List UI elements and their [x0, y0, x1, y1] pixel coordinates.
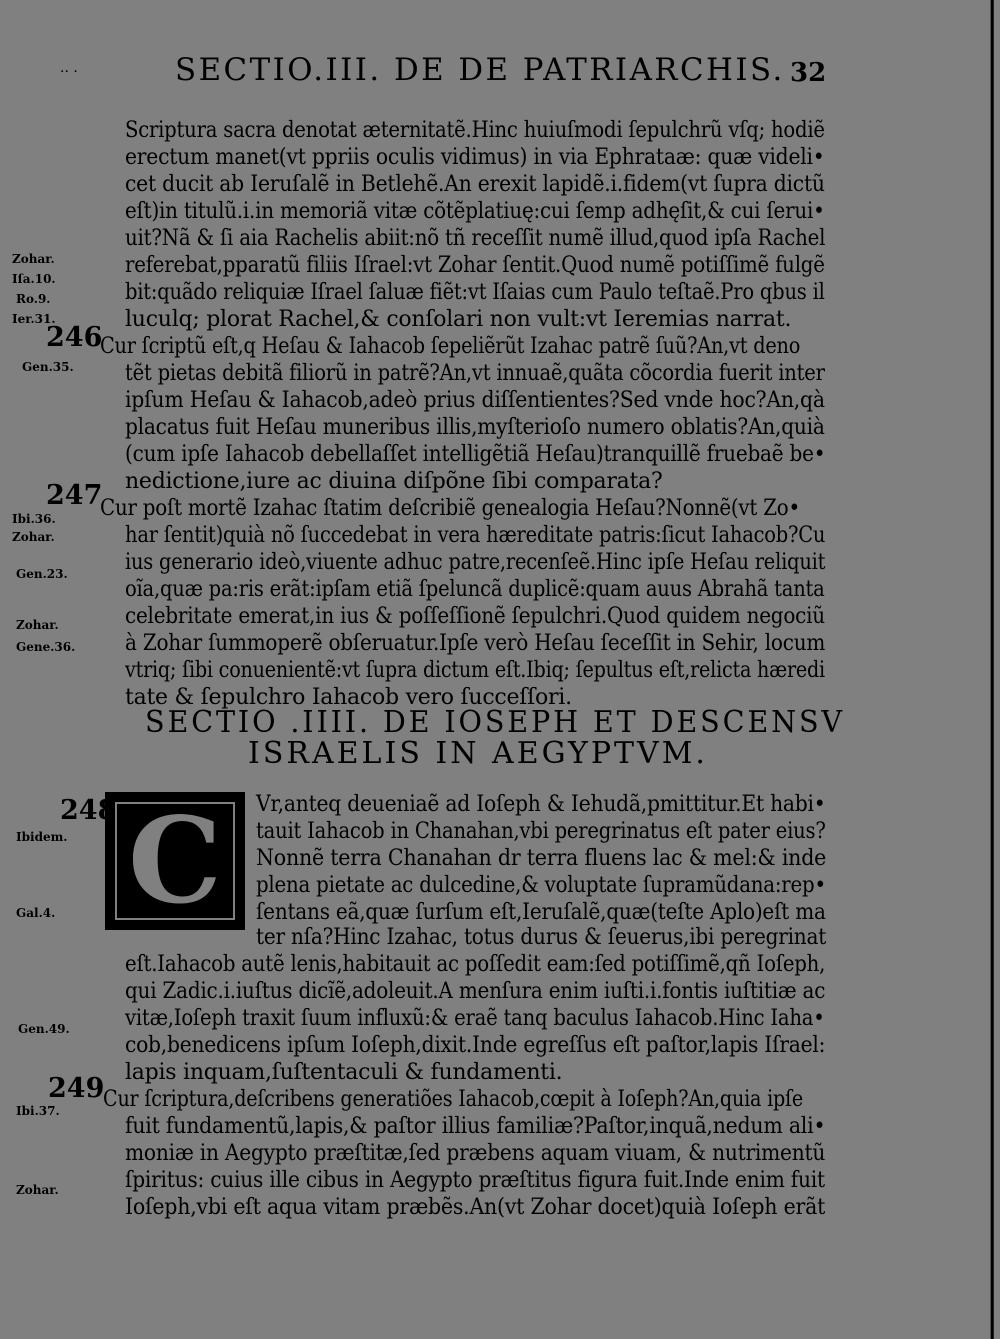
- text-line: vtriq; ſibi conuenientẽ:vt ſupra dictum eſt.Ibiq; ſepultus eſt,relicta hæredi: [125, 658, 825, 683]
- margin-note: Gen.23.: [16, 567, 68, 581]
- text-line: tauit Iahacob in Chanahan,vbi peregrinatus eſt pater eius?: [256, 819, 826, 844]
- initial-frame: [115, 791, 235, 930]
- margin-note: Zohar.: [12, 252, 55, 266]
- paragraph-number: 247: [46, 480, 103, 511]
- text-line: Vr,anteq deueniaẽ ad Ioſeph & Iehudã,pmittitur.Et habi•: [256, 792, 826, 817]
- text-line: Cur ſcriptũ eſt,q Heſau & Iahacob ſepeliẽrũt Izahac patrẽ ſuũ?An,vt deno: [100, 334, 801, 359]
- text-line: qui Zadic.i.iuſtus dicĩẽ,adoleuit.A menſura enim iuſti.i.fontis iuſtitiæ ac: [125, 979, 826, 1004]
- text-line: ipſum Heſau & Iahacob,adeò prius diſſentientes?Sed vnde hoc?An,qà: [125, 388, 825, 413]
- text-line: Ioſeph,vbi eſt aqua vitam præbẽs.An(vt Zohar docet)quià Ioſeph erãt: [125, 1195, 826, 1220]
- section-heading-line-1: SECTIO .IIII. DE IOSEPH ET DESCENSV: [144, 705, 845, 740]
- page-edge: [976, 0, 1000, 1339]
- margin-note: Zohar.: [16, 618, 59, 632]
- text-line: à Zohar ſummoperẽ obſeruatur.Ipſe verò Heſau ſeceſſit in Sehir, locum: [125, 631, 826, 656]
- margin-note: Gen.35.: [22, 360, 74, 374]
- text-line: placatus fuit Heſau muneribus illis,myſterioſo numero oblatis?An,quià: [125, 415, 825, 440]
- text-line: Scriptura sacra denotat æternitatẽ.Hinc huiuſmodi ſepulchrũ vſq; hodiẽ: [125, 118, 825, 143]
- text-line: uit?Nã & ſi aia Rachelis abiit:nõ tñ receſſit numẽ illud,quod ipſa Rachel: [125, 226, 826, 251]
- page-title: SECTIO.III. DE DE PATRIARCHIS.: [175, 52, 785, 88]
- text-line: ter nſa?Hinc Izahac, totus durus & ſeuerus,ibi peregrinat: [256, 925, 827, 950]
- page-number: 32: [790, 58, 827, 88]
- margin-note: Gene.36.: [16, 640, 76, 654]
- margin-note: Ro.9.: [16, 292, 51, 306]
- margin-note: Zohar.: [12, 530, 55, 544]
- text-line: Cur ſcriptura,deſcribens generatiões Iahacob,cœpit à Ioſeph?An,quia ipſe: [103, 1087, 804, 1112]
- header-ornament: ·· ·: [60, 64, 78, 80]
- text-line: tate & ſepulchro Iahacob vero ſucceſſori.: [125, 685, 572, 710]
- text-line: luculq; plorat Rachel,& conſolari non vult:vt Ieremias narrat.: [125, 307, 792, 332]
- section-heading: [128, 705, 845, 771]
- margin-note: Ibidem.: [16, 830, 68, 844]
- margin-note: Gal.4.: [16, 906, 56, 920]
- text-line: referebat,pparatũ filiis Iſrael:vt Zohar ſentit.Quod numẽ potiſſimẽ fulgẽ: [125, 253, 825, 278]
- text-line: erectum manet(vt ppriis oculis vidimus) in via Ephrataæ: quæ videli•: [125, 145, 825, 170]
- text-line: ſpiritus: cuius ille cibus in Aegypto præſtitus figura fuit.Inde enim fuit: [125, 1168, 825, 1193]
- text-line: nedictione,iure ac diuina diſpõne ſibi comparata?: [125, 469, 663, 494]
- text-line: plena pietate ac dulcedine,& voluptate ſupramũdana:rep•: [256, 873, 826, 898]
- text-line: celebritate emerat,in ius & poſſeſſionẽ ſepulchri.Quod quidem negociũ: [125, 604, 825, 629]
- text-line: har ſentit)quià nõ ſuccedebat in vera hæreditate patris:ſicut Iahacob?Cu: [125, 523, 826, 548]
- text-line: Cur poſt mortẽ Izahac ſtatim deſcribiẽ genealogia Heſau?Nonnẽ(vt Zo•: [100, 496, 800, 521]
- margin-note: Gen.49.: [18, 1022, 70, 1036]
- text-line: oĩa,quæ pa:ris erãt:ipſam etiã ſpeluncã duplicẽ:quam auus Abrahã tanta: [125, 577, 825, 602]
- margin-note: Iſa.10.: [12, 272, 56, 286]
- text-line: (cum ipſe Iahacob debellaſſet intelligẽtiã Heſau)tranquillẽ fruebaẽ be•: [125, 442, 826, 467]
- text-line: cob,benedicens ipſum Ioſeph,dixit.Inde egreſſus eſt paſtor,lapis Iſrael:: [125, 1033, 826, 1058]
- running-header: [60, 52, 840, 92]
- initial-letter: C: [128, 791, 222, 930]
- paragraph-number: 249: [48, 1073, 105, 1104]
- paragraph-number: 246: [46, 322, 103, 353]
- text-line: cet ducit ab Ieruſalẽ in Betlehẽ.An erexit lapidẽ.i.fidem(vt ſupra dictũ: [125, 172, 825, 197]
- text-line: fuit fundamentũ,lapis,& paſtor illius familiæ?Paſtor,inquã,nedum ali•: [125, 1114, 826, 1139]
- text-line: bit:quãdo reliquiæ Iſrael ſaluæ fiẽt:vt Iſaias cum Paulo teſtaẽ.Pro qbus il: [125, 280, 825, 305]
- text-line: moniæ in Aegypto præſtitæ,ſed præbens aquam viuam, & nutrimentũ: [125, 1141, 826, 1166]
- text-line: vitæ,Ioſeph traxit ſuum influxũ:& eraẽ tanq baculus Iahacob.Hinc Iaha•: [125, 1006, 825, 1031]
- text-line: eſt.Iahacob autẽ lenis,habitauit ac poſſedit eam:ſed potiſſimẽ,qñ Ioſeph,: [125, 952, 826, 977]
- margin-note: Ibi.37.: [16, 1104, 60, 1118]
- margin-note: Ier.31.: [12, 312, 56, 326]
- section-heading-line-2: ISRAELIS IN AEGYPTVM.: [248, 736, 708, 771]
- margin-note: Ibi.36.: [12, 512, 56, 526]
- paragraph-number: 248: [60, 795, 117, 826]
- text-line: eſt)in titulũ.i.in memoriã vitæ cõtẽplatiuę:cui ſemp adhęſit,& cui ſerui•: [125, 199, 825, 224]
- text-line: ius generario ideò,viuente adhuc patre,recenſeẽ.Hinc ipſe Heſau reliquit: [125, 550, 826, 575]
- text-line: tẽt pietas debitã filiorũ in patrẽ?An,vt innuaẽ,quãta cõcordia fuerit inter: [125, 361, 825, 386]
- text-line: Nonnẽ terra Chanahan dr terra fluens lac & mel:& inde: [256, 846, 827, 871]
- text-line: lapis inquam,ſuſtentaculi & fundamenti.: [125, 1060, 563, 1085]
- decorated-initial: [105, 792, 245, 930]
- margin-note: Zohar.: [16, 1183, 59, 1197]
- text-line: ſentans eã,quæ ſurſum eſt,Ieruſalẽ,quæ(teſte Aplo)eſt ma: [256, 900, 826, 925]
